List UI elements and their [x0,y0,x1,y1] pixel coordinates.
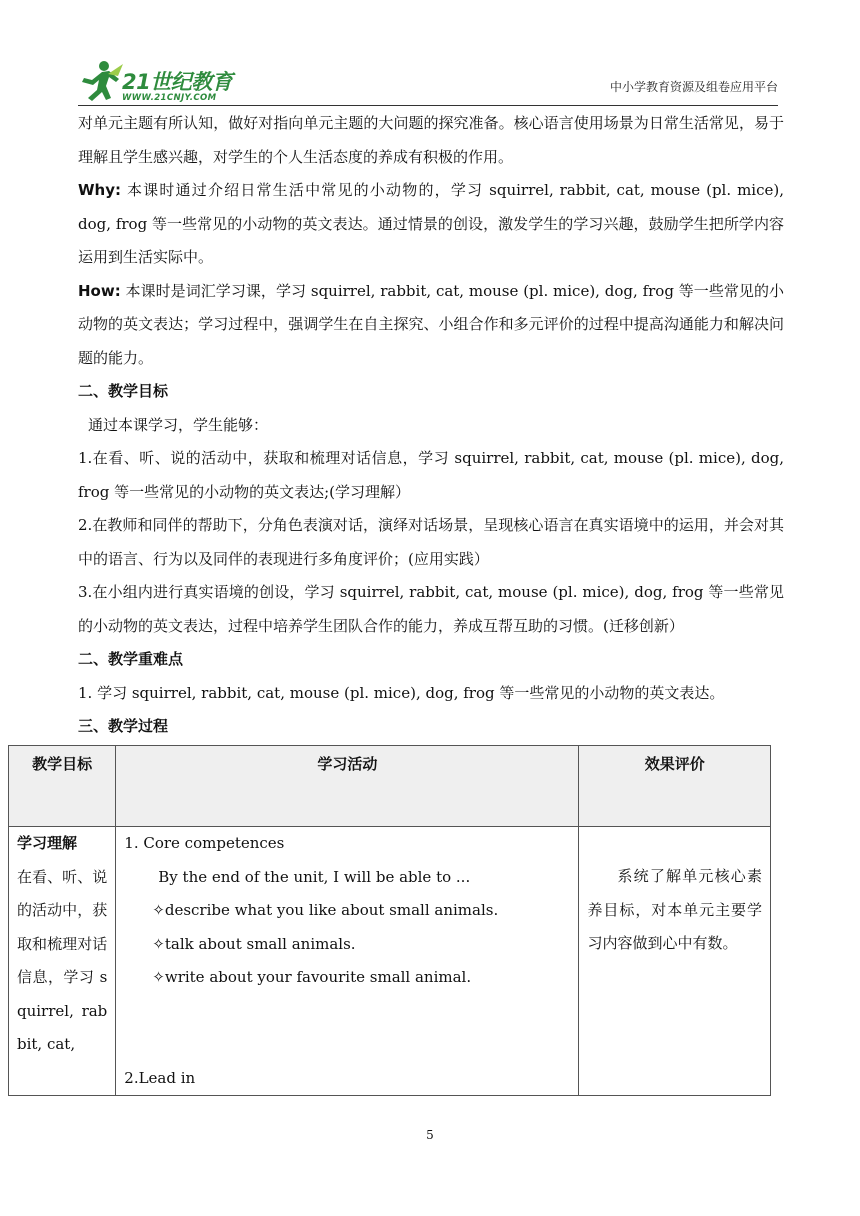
paragraph-intro: 对单元主题有所认知，做好对指向单元主题的大问题的探究准备。核心语言使用场景为日常生活常见，易于理解且学生感兴趣，对学生的个人生活态度的养成有积极的作用。 [78,114,784,166]
cell-evaluation [579,827,771,1096]
evaluation-text: 系统了解单元核心素养目标，对本单元主要学习内容做到心中有数。 [587,867,762,952]
cell-goal [9,827,116,1096]
header-divider [78,105,778,106]
spacer [124,995,570,1062]
heading-process: 三、教学过程 [78,717,169,735]
key-point-1: 1. 学习 squirrel, rabbit, cat, mouse (pl. mice), dog, frog 等一些常见的小动物的英文表达。 [78,683,725,702]
header-goal: 教学目标 [9,746,116,827]
platform-name: 中小学教育资源及组卷应用平台 [609,80,778,94]
goal-title: 学习理解 [17,834,78,852]
goal-1: 1.在看、听、说的活动中，获取和梳理对话信息，学习 squirrel, rabbit, cat, mouse (pl. mice), dog, frog 等一些常见的小动物的英文表达;(学习理解） [78,449,784,501]
goal-3: 3.在小组内进行真实语境的创设，学习 squirrel, rabbit, cat, mouse (pl. mice), dog, frog 等一些常见的小动物的英文表达，过程中培养学生团队合作的能力，养成互帮互助的习惯。(迁移创新） [78,583,784,635]
heading-goals: 二、教学目标 [78,382,169,400]
cell-activity [116,827,579,1096]
activity-item: ✧describe what you like about small animals. [152,901,499,919]
how-text: 本课时是词汇学习课，学习 squirrel, rabbit, cat, mouse (pl. mice), dog, frog 等一些常见的小动物的英文表达；学习过程中，强调学生在自主探究、小组合作和多元评价的过程中提高沟通能力和解决问题的能力。 [78,281,784,367]
logo [78,60,248,106]
runner-logo-icon [78,60,124,102]
activity-intro: By the end of the unit, I will be able to ... [158,867,471,886]
activity-item: ✧write about your favourite small animal. [152,968,472,986]
page-number: 5 [426,1128,434,1142]
activity-next: 2.Lead in [124,1068,196,1087]
teaching-process-table [8,745,771,1096]
logo-url: WWW.21CNJY.COM [122,93,217,103]
document-body [78,107,784,744]
paragraph-how [78,275,784,376]
why-text: 本课时通过介绍日常生活中常见的小动物的，学习 squirrel, rabbit, cat, mouse (pl. mice), dog, frog 等一些常见的小动物的英文表达。通过情景的创设，激发学生的学习兴趣，鼓励学生把所学内容运用到生活实际中。 [78,181,784,266]
activity-item: ✧talk about small animals. [152,934,356,953]
paragraph-why [78,174,784,275]
header-activity: 学习活动 [116,746,579,827]
goals-intro: 通过本课学习，学生能够： [88,415,269,434]
activity-title: 1. Core competences [124,834,285,852]
table-header-row [9,746,771,827]
why-label: Why: [78,181,122,199]
goal-description: 在看、听、说的活动中，获取和梳理对话信息，学习 squirrel, rabbit, cat, [17,867,108,1053]
header-evaluation: 效果评价 [579,746,771,827]
table-row [9,827,771,1096]
how-label: How: [78,281,121,300]
heading-key-points: 二、教学重难点 [78,650,184,668]
logo-text: 21世纪教育 [122,70,233,94]
page-header [78,60,778,106]
goal-2: 2.在教师和同伴的帮助下，分角色表演对话，演绎对话场景，呈现核心语言在真实语境中的运用，并会对其中的语言、行为以及同伴的表现进行多角度评价；(应用实践） [78,516,784,568]
